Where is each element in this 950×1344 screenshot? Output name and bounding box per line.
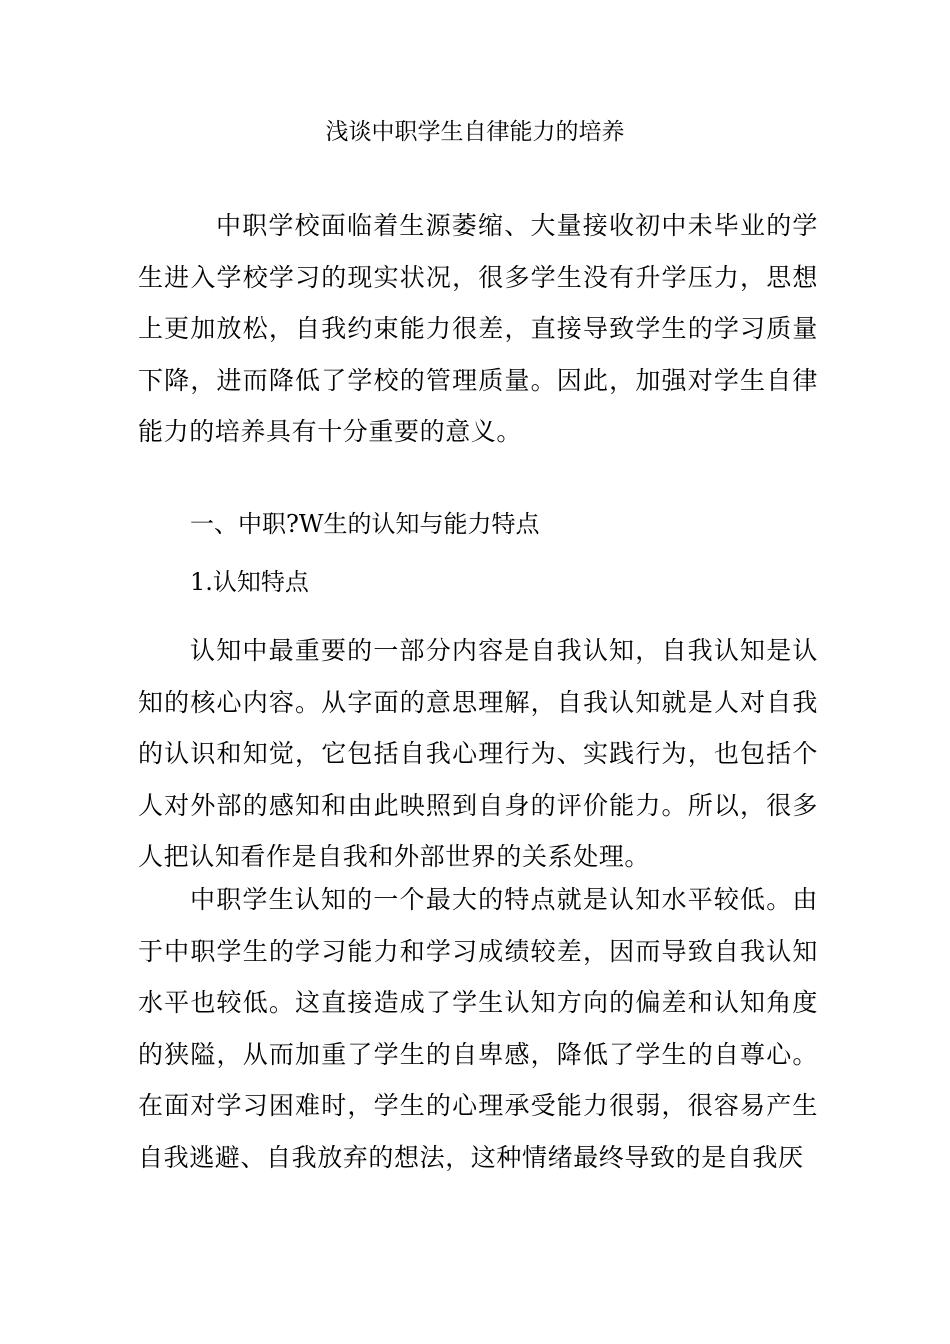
intro-paragraph: 中职学校面临着生源萎缩、大量接收初中未毕业的学生进入学校学习的现实状况，很多学生没有升学压力，思想上更加放松，自我约束能力很差，直接导致学生的学习质量下降，进而降低了学校的管理质量。因此，加强对学生自律能力的培养具有十分重要的意义。	[138, 211, 818, 446]
body-paragraph-2: 中职学生认知的一个最大的特点就是认知水平较低。由于中职学生的学习能力和学习成绩较差，因而导致自我认知水平也较低。这直接造成了学生认知方向的偏差和认知角度的狭隘，从而加重了学生的自卑感，降低了学生的自尊心。在面对学习困难时，学生的心理承受能力很弱，很容易产生自我逃避、自我放弃的想法，这种情绪最终导致的是自我厌	[138, 885, 818, 1172]
subsection-heading: 1.认知特点	[190, 568, 309, 596]
document-title: 浅谈中职学生自律能力的培养	[325, 119, 625, 145]
body-paragraph-1: 认知中最重要的一部分内容是自我认知，自我认知是认知的核心内容。从字面的意思理解，自我认知就是人对自我的认识和知觉，它包括自我心理行为、实践行为，也包括个人对外部的感知和由此映照到自身的评价能力。所以，很多人把认知看作是自我和外部世界的关系处理。	[138, 636, 818, 871]
section-heading: 一、中职?W生的认知与能力特点	[190, 510, 540, 538]
